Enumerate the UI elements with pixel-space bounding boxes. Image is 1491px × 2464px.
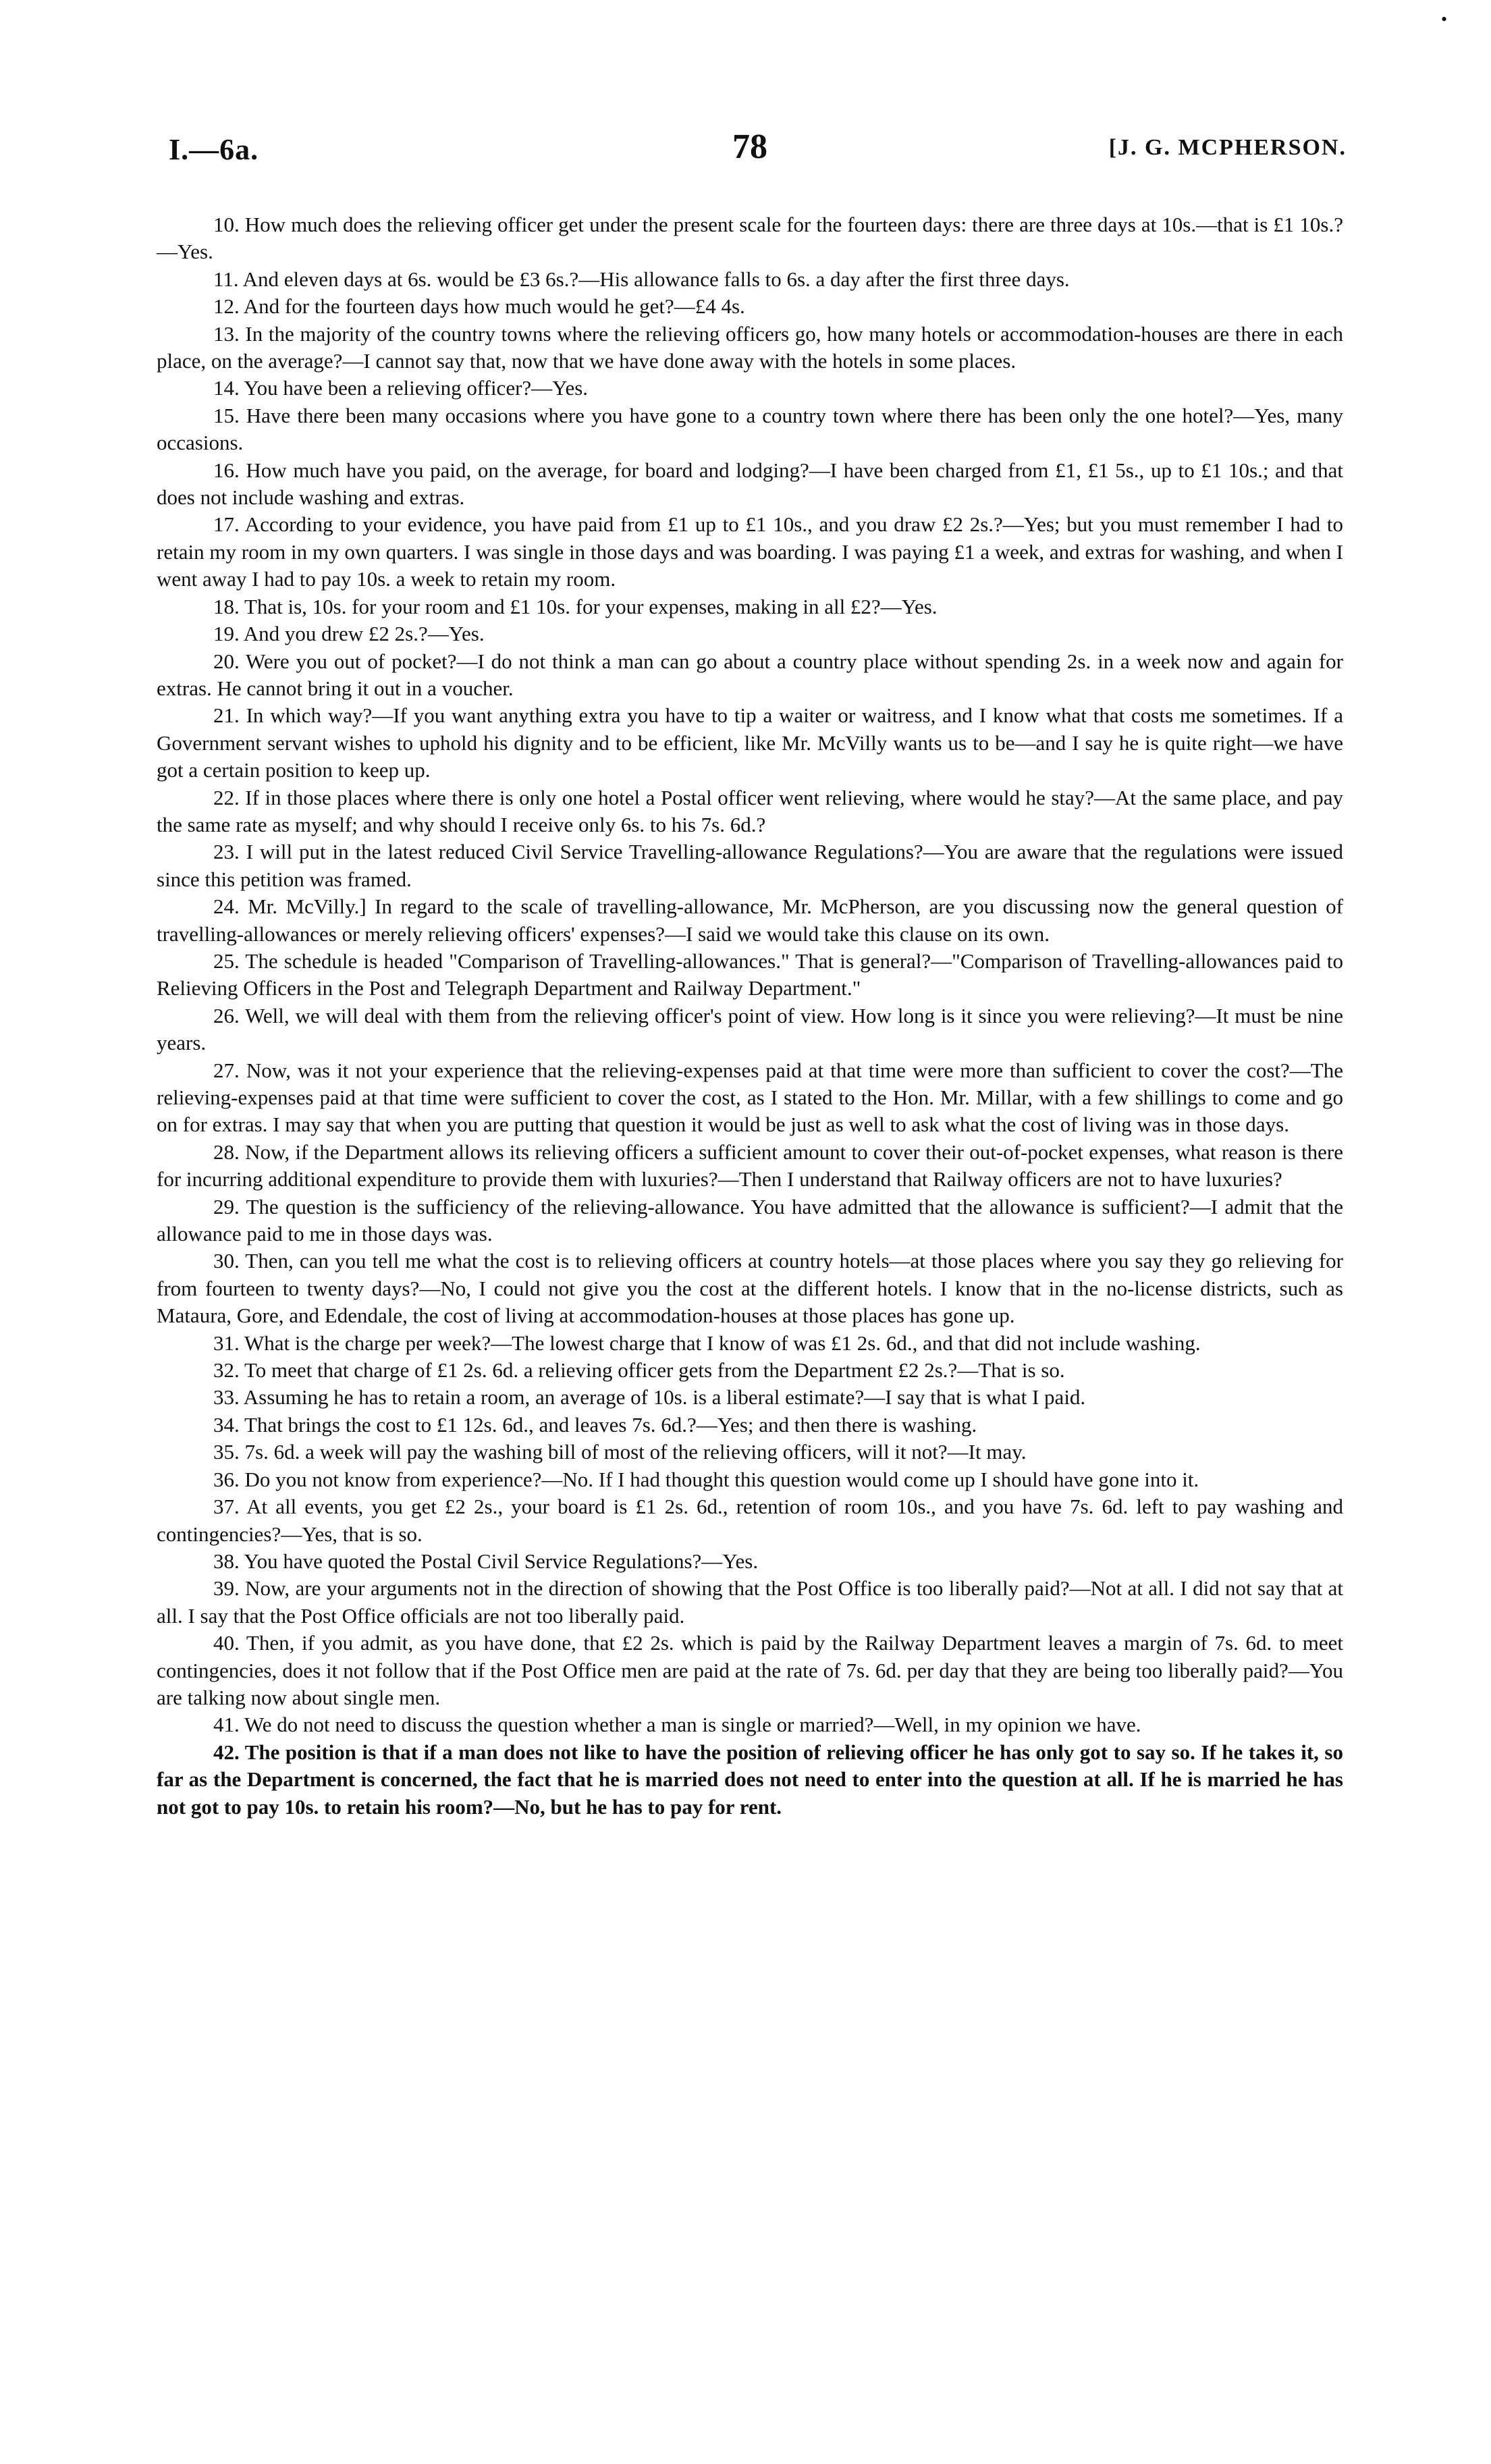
paragraph: 27. Now, was it not your experience that the relieving-expenses paid at that time were more than sufficient to cover the cost?—The relieving-expenses paid at that time were sufficient to cover the cost, as I stated to the Hon. Mr. Millar, with a few shillings to come and go on for extras. I may say that when you are putting that question it would be just as well to ask what the cost of living was in those days. bbox=[157, 1058, 1343, 1137]
paragraph: 14. You have been a relieving officer?—Yes. bbox=[213, 376, 589, 400]
paragraph: 33. Assuming he has to retain a room, an average of 10s. is a liberal estimate?—I say that is what I paid. bbox=[213, 1385, 1086, 1410]
page-header bbox=[169, 128, 1347, 180]
paragraph: 38. You have quoted the Postal Civil Service Regulations?—Yes. bbox=[213, 1549, 759, 1573]
paragraph: 37. At all events, you get £2 2s., your board is £1 2s. 6d., retention of room 10s., and you have 7s. 6d. left to pay washing and contingencies?—Yes, that is so. bbox=[157, 1495, 1343, 1546]
paragraph: 12. And for the fourteen days how much would he get?—£4 4s. bbox=[213, 294, 745, 319]
paragraph: 26. Well, we will deal with them from the relieving officer's point of view. How long is it since you were relieving?—It must be nine years. bbox=[157, 1003, 1343, 1055]
page-number: 78 bbox=[732, 128, 767, 166]
corner-mark: • bbox=[1441, 9, 1448, 29]
paragraph: 39. Now, are your arguments not in the direction of showing that the Post Office is too liberally paid?—Not at all. I did not say that at all. I say that the Post Office officials are not too liberally paid. bbox=[157, 1576, 1343, 1628]
witness-name: [J. G. MCPHERSON. bbox=[1108, 135, 1347, 160]
paragraph: 40. Then, if you admit, as you have done, that £2 2s. which is paid by the Railway Department leaves a margin of 7s. 6d. to meet contingencies, does it not follow that if the Post Office men are paid at the rate of 7s. 6d. per day that they are being too liberally paid?—You are talking now about single men. bbox=[157, 1631, 1343, 1709]
paragraph: 17. According to your evidence, you have paid from £1 up to £1 10s., and you draw £2 2s.?—Yes; but you must remember I had to retain my room in my own quarters. I was single in those days and was boarding. I was paying £1 a week, and extras for washing, and when I went away I had to pay 10s. a week to retain my room. bbox=[157, 512, 1343, 591]
document-reference: I.—6a. bbox=[169, 133, 259, 166]
paragraph: 20. Were you out of pocket?—I do not think a man can go about a country place without spending 2s. in a week now and again for extras. He cannot bring it out in a voucher. bbox=[157, 649, 1343, 700]
paragraph: 36. Do you not know from experience?—No. If I had thought this question would come up I should have gone into it. bbox=[213, 1467, 1199, 1491]
testimony-body bbox=[157, 211, 1343, 1821]
paragraph: 21. In which way?—If you want anything extra you have to tip a waiter or waitress, and I know what that costs me sometimes. If a Government servant wishes to uphold his dignity and to be efficient, like Mr. McVilly wants us to be—and I say he is quite right—we have got a certain position to keep up. bbox=[157, 703, 1343, 782]
paragraph: 15. Have there been many occasions where you have gone to a country town where there has been only the one hotel?—Yes, many occasions. bbox=[157, 403, 1343, 455]
paragraph: 24. Mr. McVilly.] In regard to the scale of travelling-allowance, Mr. McPherson, are you discussing now the general question of travelling-allowances or merely relieving officers' expenses?—I said we would take this clause on its own. bbox=[157, 894, 1343, 946]
paragraph: 28. Now, if the Department allows its relieving officers a sufficient amount to cover their out-of-pocket expenses, what reason is there for incurring additional expenditure to provide them with luxuries?—Then I understand that Railway officers are not to have luxuries? bbox=[157, 1140, 1343, 1191]
paragraph: 34. That brings the cost to £1 12s. 6d., and leaves 7s. 6d.?—Yes; and then there is washing. bbox=[213, 1412, 977, 1437]
paragraph: 16. How much have you paid, on the average, for board and lodging?—I have been charged from £1, £1 5s., up to £1 10s.; and that does not include washing and extras. bbox=[157, 458, 1343, 510]
paragraph: 18. That is, 10s. for your room and £1 10s. for your expenses, making in all £2?—Yes. bbox=[213, 594, 938, 618]
paragraph: 11. And eleven days at 6s. would be £3 6s.?—His allowance falls to 6s. a day after the first three days. bbox=[213, 267, 1070, 291]
paragraph: 22. If in those places where there is only one hotel a Postal officer went relieving, where would he stay?—At the same place, and pay the same rate as myself; and why should I receive only 6s. to his 7s. 6d.? bbox=[157, 785, 1343, 836]
paragraph: 23. I will put in the latest reduced Civil Service Travelling-allowance Regulations?—You are aware that the regulations were issued since this petition was framed. bbox=[157, 840, 1343, 891]
paragraph: 13. In the majority of the country towns where the relieving officers go, how many hotels or accommodation-houses are there in each place, on the average?—I cannot say that, now that we have done away with the hotels in some places. bbox=[157, 321, 1343, 373]
paragraph: 31. What is the charge per week?—The lowest charge that I know of was £1 2s. 6d., and that did not include washing. bbox=[213, 1331, 1201, 1355]
paragraph: 10. How much does the relieving officer get under the present scale for the fourteen days: there are three days at 10s.—that is £1 10s.?—Yes. bbox=[157, 213, 1343, 264]
paragraph: 19. And you drew £2 2s.?—Yes. bbox=[213, 622, 485, 646]
paragraph: 41. We do not need to discuss the question whether a man is single or married?—Well, in my opinion we have. bbox=[213, 1713, 1141, 1737]
paragraph: 42. The position is that if a man does not like to have the position of relieving officer he has only got to say so. If he takes it, so far as the Department is concerned, the fact that he is married does not need to enter into the question at all. If he is married he has not got to pay 10s. to retain his room?—No, but he has to pay for rent. bbox=[157, 1740, 1343, 1819]
paragraph: 32. To meet that charge of £1 2s. 6d. a relieving officer gets from the Department £2 2s.?—That is so. bbox=[213, 1358, 1065, 1383]
paragraph: 35. 7s. 6d. a week will pay the washing bill of most of the relieving officers, will it not?—It may. bbox=[213, 1440, 1027, 1464]
paragraph: 29. The question is the sufficiency of the relieving-allowance. You have admitted that the allowance is sufficient?—I admit that the allowance paid to me in those days was. bbox=[157, 1194, 1343, 1246]
paragraph: 25. The schedule is headed "Comparison of Travelling-allowances." That is general?—"Comparison of Travelling-allowances paid to Relieving Officers in the Post and Telegraph Department and Railway Department." bbox=[157, 948, 1343, 1000]
paragraph: 30. Then, can you tell me what the cost is to relieving officers at country hotels—at those places where you say they go relieving for from fourteen to twenty days?—No, I could not give you the cost at the different hotels. I know that in the no-license districts, such as Mataura, Gore, and Edendale, the cost of living at accommodation-houses at those places has gone up. bbox=[157, 1249, 1343, 1328]
